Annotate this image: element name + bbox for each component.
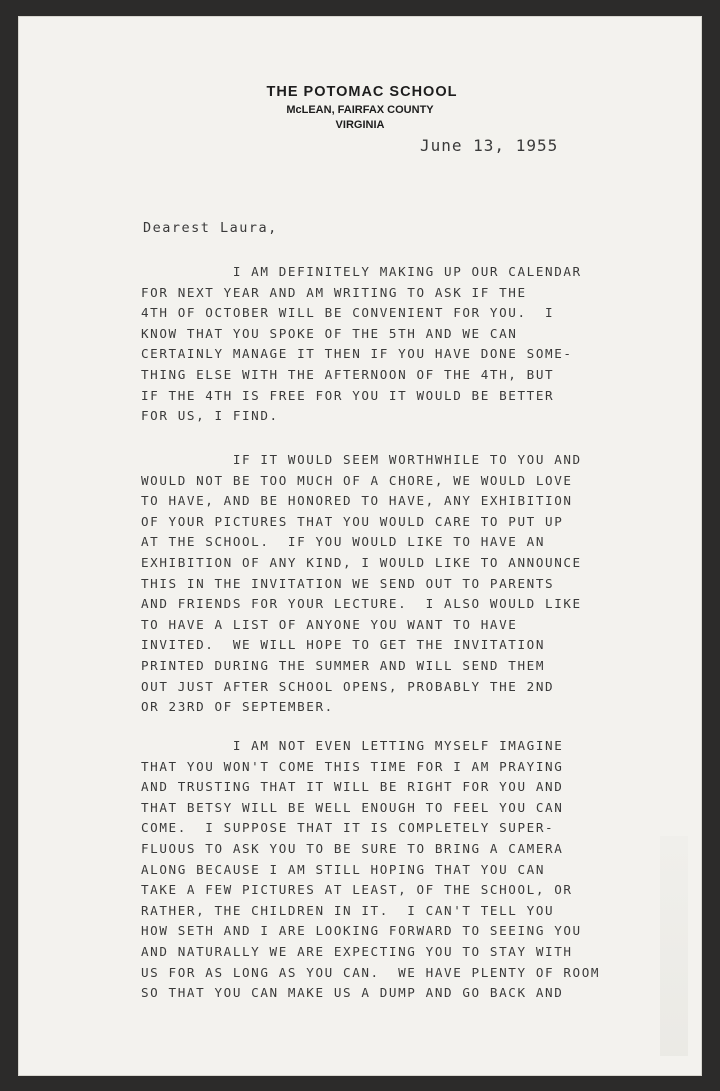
text-line: FLUOUS TO ASK YOU TO BE SURE TO BRING A CAMERA (141, 840, 564, 856)
text-line: AT THE SCHOOL. IF YOU WOULD LIKE TO HAVE AN (141, 534, 546, 550)
text-line: INVITED. WE WILL HOPE TO GET THE INVITATION (141, 637, 546, 653)
text-line: ALONG BECAUSE I AM STILL HOPING THAT YOU CAN (141, 861, 546, 877)
text-line: COME. I SUPPOSE THAT IT IS COMPLETELY SUPER- (141, 820, 555, 836)
text-line: TO HAVE, AND BE HONORED TO HAVE, ANY EXHIBITION (141, 493, 573, 509)
text-line: TO HAVE A LIST OF ANYONE YOU WANT TO HAVE (141, 616, 518, 632)
text-line: OUT JUST AFTER SCHOOL OPENS, PROBABLY THE 2ND (141, 678, 555, 694)
text-line: HOW SETH AND I ARE LOOKING FORWARD TO SEEING YOU (141, 923, 582, 939)
text-line: THAT BETSY WILL BE WELL ENOUGH TO FEEL YOU CAN (141, 799, 564, 815)
text-line: AND TRUSTING THAT IT WILL BE RIGHT FOR YOU AND (141, 779, 564, 795)
letterhead-school-name: THE POTOMAC SCHOOL (266, 84, 458, 100)
text-line: THING ELSE WITH THE AFTERNOON OF THE 4TH, BUT (141, 366, 555, 382)
text-line: AND FRIENDS FOR YOUR LECTURE. I ALSO WOULD LIKE (141, 596, 582, 612)
text-line: FOR NEXT YEAR AND AM WRITING TO ASK IF THE (141, 284, 527, 300)
text-line: OR 23RD OF SEPTEMBER. (141, 699, 334, 715)
paragraph-2 (141, 450, 681, 718)
letterhead-address: McLEAN, FAIRFAX COUNTY (286, 104, 434, 116)
text-line: OF YOUR PICTURES THAT YOU WOULD CARE TO PUT UP (141, 513, 564, 529)
text-line: 4TH OF OCTOBER WILL BE CONVENIENT FOR YOU. I (141, 305, 555, 321)
letterhead-state: VIRGINIA (335, 119, 385, 131)
salutation: Dearest Laura, (143, 220, 278, 236)
text-line: PRINTED DURING THE SUMMER AND WILL SEND THEM (141, 657, 546, 673)
text-line: THIS IN THE INVITATION WE SEND OUT TO PARENTS (141, 575, 555, 591)
paragraph-3 (141, 736, 681, 1004)
text-line: I AM NOT EVEN LETTING MYSELF IMAGINE (141, 738, 564, 753)
text-line: SO THAT YOU CAN MAKE US A DUMP AND GO BACK AND (141, 985, 564, 1001)
text-line: THAT YOU WON'T COME THIS TIME FOR I AM PRAYING (141, 758, 564, 774)
text-line: IF THE 4TH IS FREE FOR YOU IT WOULD BE BETTER (141, 387, 555, 403)
text-line: US FOR AS LONG AS YOU CAN. WE HAVE PLENTY OF ROOM (141, 964, 601, 980)
text-line: CERTAINLY MANAGE IT THEN IF YOU HAVE DONE SOME- (141, 346, 573, 362)
text-line: AND NATURALLY WE ARE EXPECTING YOU TO STAY WITH (141, 943, 573, 959)
letterhead (18, 84, 702, 131)
text-line: KNOW THAT YOU SPOKE OF THE 5TH AND WE CAN (141, 325, 518, 341)
text-line: FOR US, I FIND. (141, 408, 279, 424)
text-line: TAKE A FEW PICTURES AT LEAST, OF THE SCHOOL, OR (141, 882, 573, 898)
text-line: WOULD NOT BE TOO MUCH OF A CHORE, WE WOULD LOVE (141, 472, 573, 488)
letter-date: June 13, 1955 (420, 136, 559, 155)
text-line: RATHER, THE CHILDREN IN IT. I CAN'T TELL YOU (141, 902, 555, 918)
letter-page (18, 16, 702, 1076)
text-line: I AM DEFINITELY MAKING UP OUR CALENDAR (141, 264, 582, 279)
text-line: EXHIBITION OF ANY KIND, I WOULD LIKE TO ANNOUNCE (141, 554, 582, 570)
paper-bleed-through (660, 836, 688, 1056)
paragraph-1 (141, 262, 681, 427)
text-line: IF IT WOULD SEEM WORTHWHILE TO YOU AND (141, 452, 582, 467)
